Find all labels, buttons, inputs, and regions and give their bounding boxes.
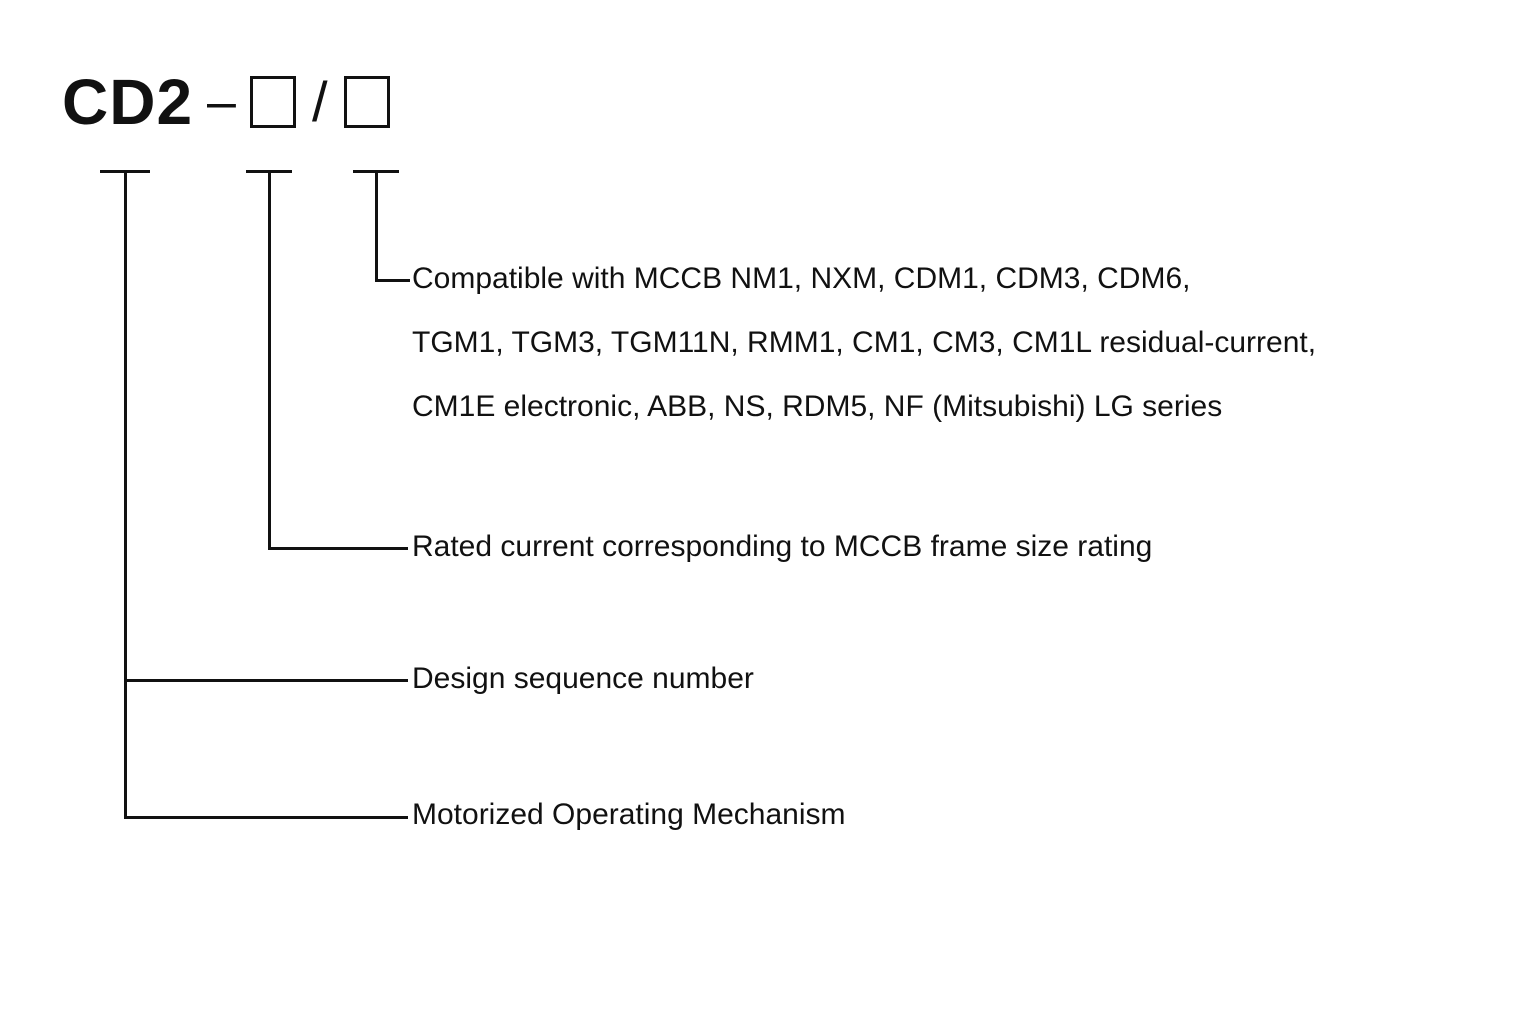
model-slash-separator: / bbox=[311, 70, 328, 133]
model-dash-separator: – bbox=[207, 73, 236, 131]
model-code bbox=[62, 66, 390, 138]
tick-mark-first-box bbox=[246, 170, 292, 173]
tick-mark-series bbox=[100, 170, 150, 173]
callout-rated-current-line-1: Rated current corresponding to MCCB frame size rating bbox=[412, 530, 1153, 563]
leader-line-product-name-horizontal bbox=[124, 816, 408, 819]
leader-line-rated-current-horizontal bbox=[268, 547, 408, 550]
callout-compatible-line-3: CM1E electronic, ABB, NS, RDM5, NF (Mitsubishi) LG series bbox=[412, 390, 1223, 423]
leader-line-design-sequence-horizontal bbox=[124, 679, 408, 682]
leader-line-compatible-horizontal bbox=[375, 279, 410, 282]
callout-product-name-line-1: Motorized Operating Mechanism bbox=[412, 798, 846, 831]
model-series-label: CD2 bbox=[62, 66, 194, 138]
callout-compatible-line-1: Compatible with MCCB NM1, NXM, CDM1, CDM3, CDM6, bbox=[412, 262, 1191, 295]
leader-line-design-sequence-vertical bbox=[124, 170, 127, 682]
callout-label-rated-current bbox=[412, 532, 1152, 562]
callout-design-sequence-line-1: Design sequence number bbox=[412, 662, 754, 695]
callout-label-product-name bbox=[412, 800, 846, 830]
leader-line-product-name-vertical bbox=[124, 679, 127, 819]
leader-line-compatible-vertical bbox=[375, 170, 378, 282]
callout-compatible-line-2: TGM1, TGM3, TGM11N, RMM1, CM1, CM3, CM1L residual-current, bbox=[412, 326, 1317, 359]
leader-line-rated-current-vertical bbox=[268, 170, 271, 550]
callout-label-compatible bbox=[412, 264, 1316, 422]
model-placeholder-box-2 bbox=[344, 76, 390, 128]
tick-mark-second-box bbox=[353, 170, 399, 173]
callout-label-design-sequence bbox=[412, 664, 754, 694]
model-placeholder-box-1 bbox=[250, 76, 296, 128]
